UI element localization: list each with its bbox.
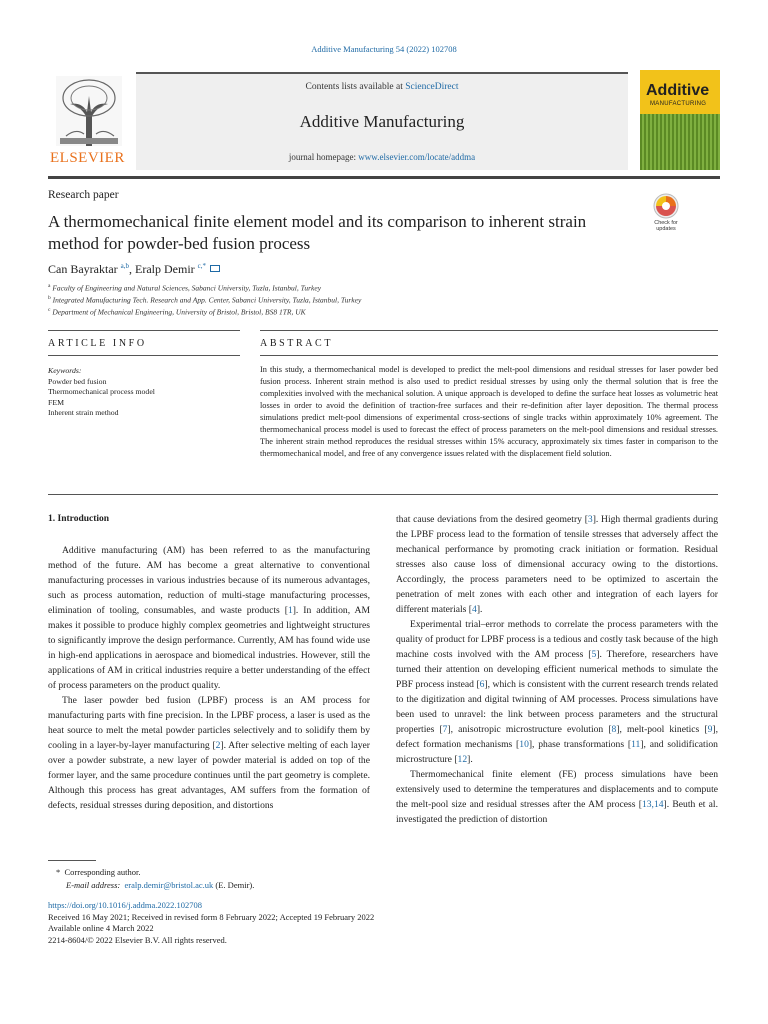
paragraph-text: Additive manufacturing (AM) has been referred to as the manufacturing method of the future. AM has become a great alternative to conventional manufacturing processes in various industries because of its numerous advantages, such as process automation, reduction of multi-stage manufacturing processes, elimination of tooling, consumables, and waste products [ (48, 545, 370, 616)
author-name[interactable]: Eralp Demir (135, 262, 195, 276)
paragraph-text: ], which is consistent with the current research trends related to the digitization and digital twinning of AM processes. Process simulations have been used to unravel: the link between process parameters and the structural properties [ (396, 679, 718, 735)
check-for-updates-badge[interactable] (648, 192, 684, 236)
body-column-right (396, 512, 718, 827)
article-info-label: ARTICLE INFO (48, 338, 147, 349)
journal-title: Additive Manufacturing (299, 112, 465, 131)
footnote (56, 866, 254, 891)
keyword-item: Thermomechanical process model (48, 387, 155, 396)
paragraph-text: The laser powder bed fusion (LPBF) process is an AM process for manufacturing parts with fine precision. In the LPBF process, a laser is used as the heat source to melt the metal powder particles selectively and to solidify them by cooling in a layer-by-layer manufacturing [ (48, 695, 370, 751)
footnote-corresponding (56, 866, 254, 879)
footnote-marker: * (56, 867, 61, 877)
journal-info-box (136, 72, 628, 170)
citation-link[interactable]: 9 (707, 724, 713, 735)
affiliation-text: Faculty of Engineering and Natural Sciences, Sabanci University, Tuzla, Istanbul, Turkey (52, 283, 322, 293)
citation-link[interactable]: 5 (591, 649, 597, 660)
abstract-rule (260, 355, 718, 356)
author-affil-marker[interactable]: c,* (197, 262, 207, 270)
citation-link[interactable]: 1 (287, 605, 293, 616)
contents-line (136, 82, 628, 92)
available-online: Available online 4 March 2022 (48, 923, 154, 933)
footnote-corresponding-text: Corresponding author. (64, 867, 141, 877)
paragraph-text: Thermomechanical finite element (FE) process simulations have been extensively used to determine the temperatures and displacements and to compute the melt-pool size and residual stresses after the AM process [ (396, 769, 718, 810)
affiliation-marker: b (48, 295, 51, 301)
affiliation-marker: c (48, 307, 51, 313)
article-metadata (48, 900, 374, 946)
article-title: A thermomechanical finite element model and its comparison to inherent strain method for powder-bed fusion process (48, 212, 587, 253)
paragraph-text: ]. Therefore, researchers have turned their attention on developing efficient numerical methods to simulate the PBF process instead [ (396, 649, 719, 690)
footnote-rule (48, 860, 96, 861)
affiliation-text: Department of Mechanical Engineering, University of Bristol, Bristol, BS8 1TR, UK (52, 307, 306, 317)
journal-header (48, 70, 720, 170)
body-column-left (48, 543, 370, 813)
affiliation (48, 295, 361, 305)
article-info-rule (48, 355, 240, 356)
cover-title: Additive (646, 82, 710, 99)
doi-link[interactable]: https://doi.org/10.1016/j.addma.2022.102708 (48, 900, 203, 910)
author-separator: , (129, 262, 135, 276)
cover-pattern (640, 114, 720, 170)
body-paragraph (396, 767, 718, 827)
journal-cover[interactable] (640, 70, 720, 170)
abstract-text: In this study, a thermomechanical model is developed to predict the melt-pool dimensions and residual stresses for laser powder bed fusion process. Inherent strain method is also used to predict residual stresses by using only the thermal solution that is free the complexities involved with the mechanical solution. A unique approach is developed to define the surface heat losses as volumetric heat losses in order to avoid the definition of traction-free surfaces and their re-definition after layer deposition. The thermal process simulations predict melt-pool dimensions of experimental cross-sections of single tracks within approximately 10% agreement. The thermomechanical process model is used to forecast the effect of process parameters on the melt-pool dimensions and residual stresses. The inherent strain method reproduces the residual stresses within 15% accuracy, approximately six times faster in comparison to the thermomechanical model, and free of any convergence issues related with the displacement field solution. (260, 365, 718, 458)
keyword-item: Inherent strain method (48, 408, 119, 417)
body-paragraph (48, 693, 370, 813)
citation-link[interactable]: 13,14 (641, 799, 664, 810)
author-email-icon[interactable] (210, 265, 220, 272)
citation-link[interactable]: 6 (479, 679, 485, 690)
email-suffix: (E. Demir). (213, 879, 255, 890)
citation-link[interactable]: 11 (631, 739, 641, 750)
author-list (48, 262, 220, 277)
affiliation-marker: a (48, 283, 51, 289)
journal-homepage-link[interactable]: www.elsevier.com/locate/addma (358, 152, 476, 162)
elsevier-logo[interactable] (48, 70, 130, 170)
article-info-top-rule (48, 330, 240, 331)
contents-prefix: Contents lists available at (305, 82, 406, 92)
paragraph-text: ], phase transformations [ (528, 739, 632, 750)
affiliation (48, 283, 321, 293)
citation-link[interactable]: 7 (442, 724, 448, 735)
paragraph-text: ], melt-pool kinetics [ (616, 724, 708, 735)
paragraph-text: Experimental trial–error methods to correlate the process parameters with the quality of product for LPBF process is a tedious and costly task because of the high machine costs involved with the AM process [ (396, 619, 718, 660)
abstract-label: ABSTRACT (260, 338, 334, 349)
email-label: E-mail address: (66, 879, 121, 890)
homepage-prefix: journal homepage: (288, 152, 359, 162)
paragraph-text: ]. High thermal gradients during the LPBF process lead to the formation of tensile stresses that adversely affect the mechanical performance by promoting crack initiation or formation. Residual stresses also cause loss of dimensional accuracy owing to the distortions. Accordingly, the process parameters need to be optimized to ascertain the penetration of melt zones with each other and integration of each layers for different materials [ (396, 514, 718, 615)
elsevier-tree-icon (56, 76, 122, 146)
sciencedirect-link[interactable]: ScienceDirect (405, 82, 459, 92)
citation-link[interactable]: 2 (215, 740, 221, 751)
citation-link[interactable]: 10 (519, 739, 529, 750)
paragraph-text: ]. (476, 604, 483, 615)
body-paragraph (48, 543, 370, 693)
citation-link[interactable]: 8 (611, 724, 617, 735)
paragraph-text: ]. Beuth et al. investigated the prediction of distortion (396, 799, 718, 825)
keywords-label: Keywords: (48, 366, 82, 375)
body-paragraph (396, 617, 718, 767)
journal-citation-text: Additive Manufacturing 54 (2022) 102708 (311, 44, 457, 54)
author-name[interactable]: Can Bayraktar (48, 262, 118, 276)
keyword-item: Powder bed fusion (48, 376, 107, 386)
article-type: Research paper (48, 189, 119, 201)
keyword-item: FEM (48, 397, 65, 407)
author-email-link[interactable]: eralp.demir@bristol.ac.uk (124, 879, 214, 890)
paragraph-text: ], and solidification microstructure [ (396, 739, 718, 765)
paragraph-text: ], anisotropic microstructure evolution [ (447, 724, 612, 735)
footnote-email-line (56, 879, 254, 892)
header-divider (48, 176, 720, 179)
abstract-top-rule (260, 330, 718, 331)
crossmark-label: Check for updates (654, 220, 678, 232)
paragraph-text: ], defect formation mechanisms [ (396, 724, 718, 750)
section-heading-introduction: 1. Introduction (48, 514, 110, 524)
citation-link[interactable]: 3 (587, 514, 593, 525)
paragraph-text: ]. (467, 754, 473, 765)
received-dates: Received 16 May 2021; Received in revised form 8 February 2022; Accepted 19 February 2022 (48, 911, 375, 922)
citation-link[interactable]: 12 (457, 754, 468, 765)
abstract-bottom-rule (48, 494, 718, 495)
citation-link[interactable]: 4 (472, 604, 477, 615)
journal-citation[interactable] (0, 44, 768, 54)
copyright: 2214-8604/© 2022 Elsevier B.V. All rights reserved. (48, 934, 227, 945)
elsevier-wordmark: ELSEVIER (50, 150, 125, 166)
paragraph-text: ]. After selective melting of each layer over a powder substrate, a new layer of powder material is added on top of the former layer, and the same procedure continues until the part geometry is complete. Although this process has great advantages, AM suffers from the formation of defects, residual stresses during deposition, and distortions (48, 740, 370, 811)
keywords-block (48, 366, 155, 419)
paragraph-text: ]. In addition, AM makes it possible to produce highly complex geometries and lightweight structures to significantly improve the design performance. Currently, AM has found wide use in high-end applications in aerospace and biomedical industries. However, still the applications of AM in critical industries require a better understanding of the effect of process parameters on the product quality. (48, 605, 370, 691)
affiliation-text: Integrated Manufacturing Tech. Research and App. Center, Sabanci University, Tuzla, Istanbul, Turkey (52, 295, 362, 305)
homepage-line (136, 152, 628, 162)
paragraph-text: that cause deviations from the desired geometry [ (396, 514, 588, 525)
body-paragraph (396, 512, 718, 617)
author-affil-marker[interactable]: a,b (120, 262, 129, 270)
cover-subtitle: MANUFACTURING (650, 101, 707, 107)
affiliation (48, 307, 306, 317)
